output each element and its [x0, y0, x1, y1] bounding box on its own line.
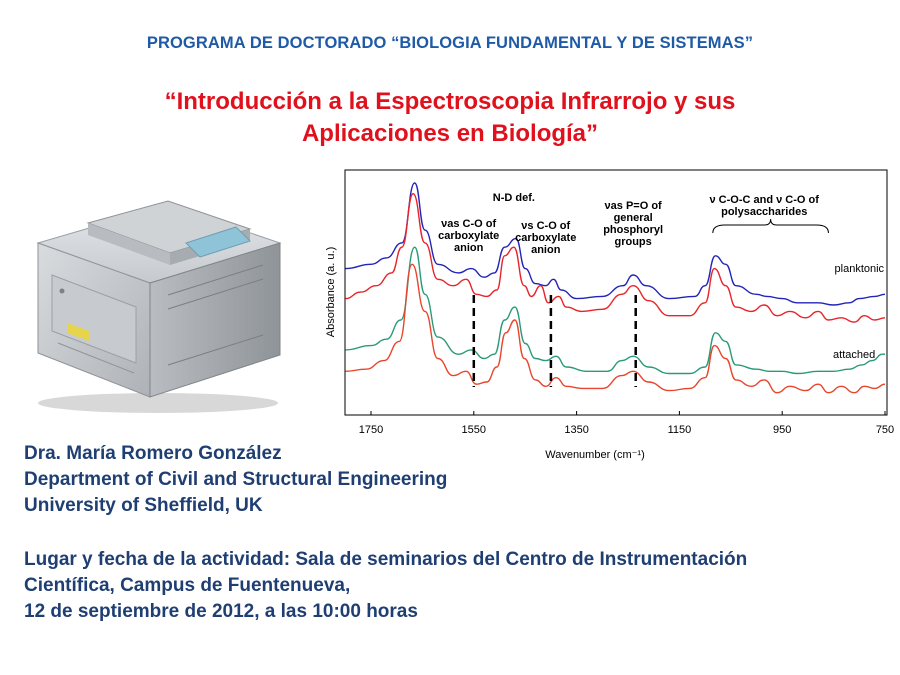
x-tick-label-5: 950	[773, 424, 792, 436]
spectrometer-image	[18, 185, 286, 417]
venue-line-3: 12 de septiembre de 2012, a las 10:00 horas	[24, 601, 418, 622]
annotation-6-line-1: planktonic	[834, 263, 885, 275]
annotation-1-line-1: νas C-O of	[441, 218, 497, 230]
annotation-4-line-1: νas P=O of	[604, 200, 662, 212]
annotation-3-line-2: carboxylate	[515, 232, 577, 244]
venue-line-2: Científica, Campus de Fuentenueva,	[24, 575, 351, 596]
annotation-4-line-3: phosphoryl	[603, 224, 664, 236]
speaker-info	[24, 441, 447, 519]
y-axis-label: Absorbance (a. u.)	[325, 246, 337, 338]
annotation-1-line-2: carboxylate	[438, 230, 500, 242]
annotation-3-line-3: anion	[531, 244, 561, 256]
speaker-university: University of Sheffield, UK	[24, 495, 263, 516]
x-axis-label: Wavenumber (cm⁻¹)	[545, 449, 645, 461]
program-heading: PROGRAMA DE DOCTORADO “BIOLOGIA FUNDAMENTAL Y DE SISTEMAS”	[146, 34, 754, 52]
annotation-4-line-4: groups	[614, 236, 652, 248]
seminar-title-line2: Aplicaciones en Biología”	[301, 120, 599, 147]
annotation-7-line-1: attached	[833, 349, 876, 361]
venue-info	[24, 547, 747, 625]
x-tick-label-2: 1550	[461, 424, 487, 436]
ir-spectrum-chart	[320, 165, 900, 470]
annotation-1-line-3: anion	[453, 242, 484, 254]
annotation-4-line-2: general	[613, 212, 653, 224]
annotation-2	[493, 192, 535, 204]
annotation-5-line-2: polysaccharides	[721, 206, 808, 218]
seminar-title-line1: “Introducción a la Espectroscopia Infrarrojo y sus	[164, 88, 736, 115]
annotation-7	[833, 349, 875, 361]
annotation-5	[710, 194, 820, 218]
seminar-title	[60, 86, 840, 150]
speaker-name: Dra. María Romero González	[24, 443, 282, 464]
annotation-3-line-1: νs C-O of	[521, 220, 571, 232]
x-tick-label-1: 1750	[358, 424, 384, 436]
x-tick-label-4: 1150	[667, 424, 692, 436]
venue-line-1: Lugar y fecha de la actividad: Sala de seminarios del Centro de Instrumentación	[24, 549, 748, 570]
annotation-2-line-1: N-D def.	[492, 192, 535, 204]
annotation-6	[835, 263, 885, 275]
x-tick-label-6: 750	[875, 424, 895, 436]
annotation-5-line-1: ν C-O-C and ν C-O of	[709, 194, 819, 206]
speaker-department: Department of Civil and Structural Engineering	[24, 469, 448, 490]
x-tick-label-3: 1350	[564, 424, 589, 436]
